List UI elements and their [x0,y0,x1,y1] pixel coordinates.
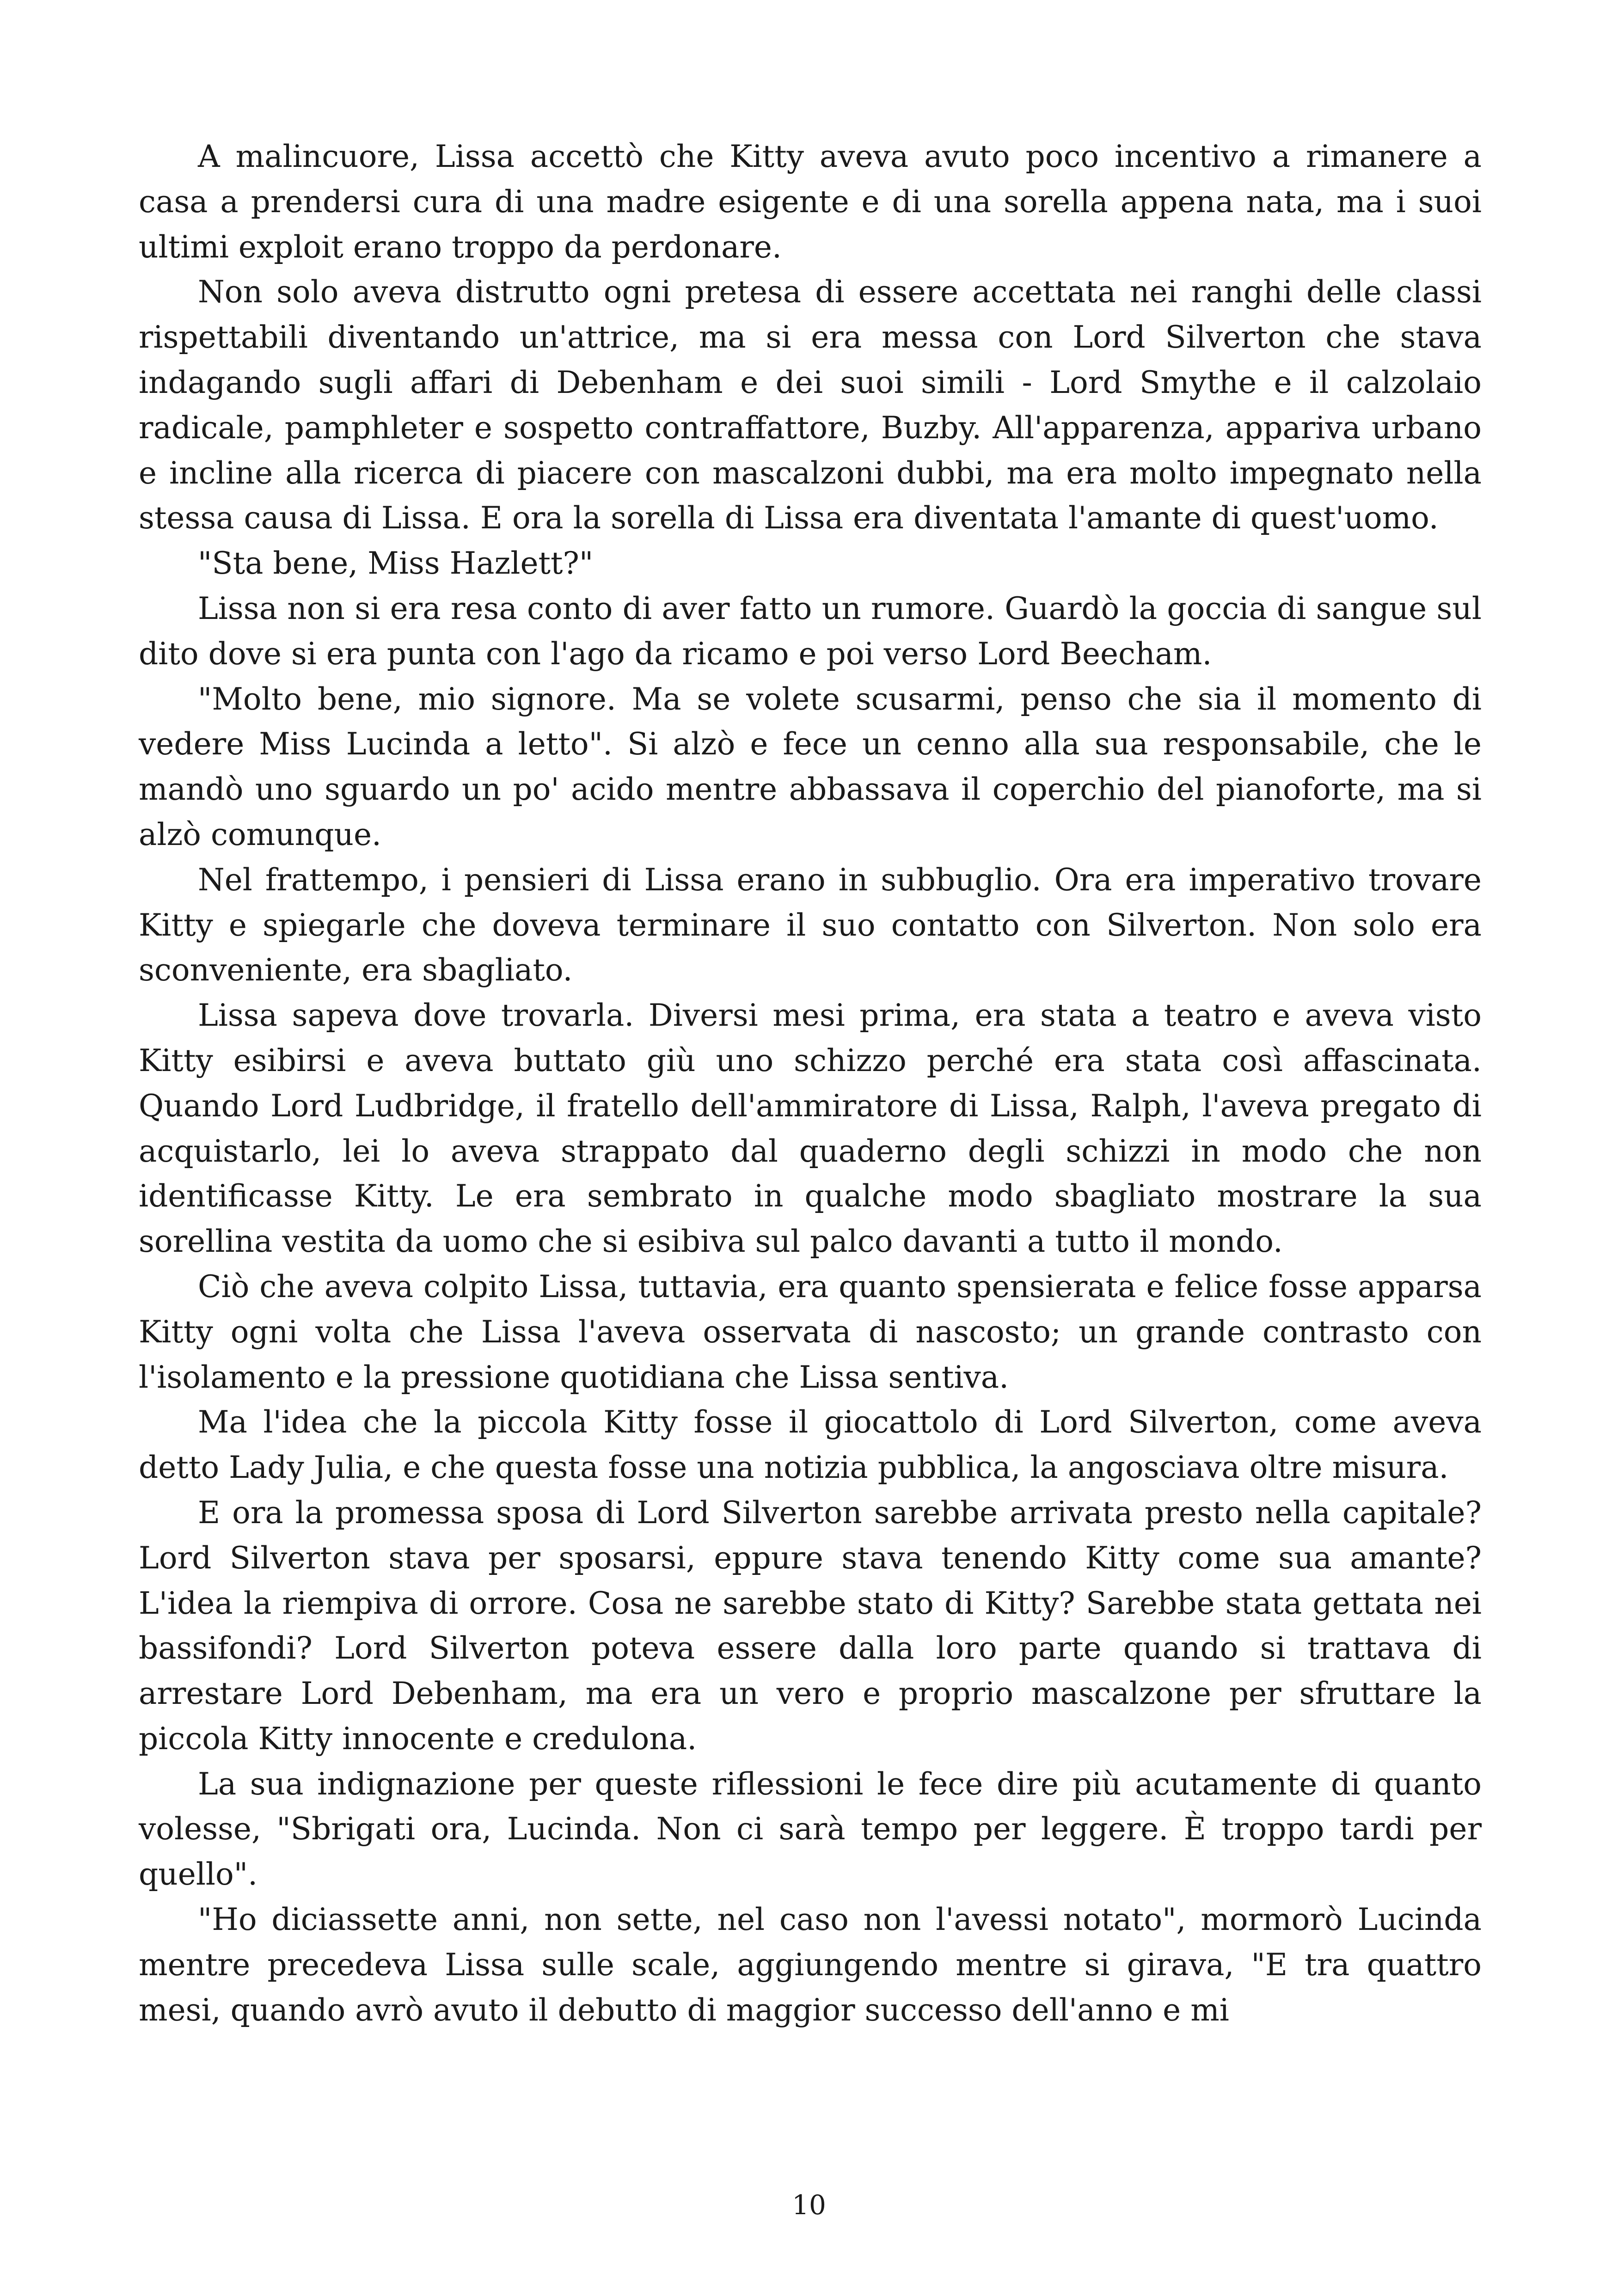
paragraph: Ciò che aveva colpito Lissa, tuttavia, era quanto spensierata e felice fosse apparsa Kitty ogni volta che Lissa l'aveva osservata di nascosto; un grande contrasto con l'isolamento e la pressione quotidiana che Lissa sentiva. [139,1268,1482,1395]
paragraph: E ora la promessa sposa di Lord Silverton sarebbe arrivata presto nella capitale? Lord Silverton stava per sposarsi, eppure stava tenendo Kitty come sua amante? L'idea la riempiva di orrore. Cosa ne sarebbe stato di Kitty? Sarebbe stata gettata nei bassifondi? Lord Silverton poteva essere dalla loro parte quando si trattava di arrestare Lord Debenham, ma era un vero e proprio mascalzone per sfruttare la piccola Kitty innocente e credulona. [139,1494,1482,1757]
paragraph: Non solo aveva distrutto ogni pretesa di essere accettata nei ranghi delle classi rispettabili diventando un'attrice, ma si era messa con Lord Silverton che stava indagando sugli affari di Debenham e dei suoi simili - Lord Smythe e il calzolaio radicale, pamphleter e sospetto contraffattore, Buzby. All'apparenza, appariva urbano e incline alla ricerca di piacere con mascalzoni dubbi, ma era molto impegnato nella stessa causa di Lissa. E ora la sorella di Lissa era diventata l'amante di quest'uomo. [139,274,1482,536]
page-number: 10 [792,2189,826,2221]
paragraph: A malincuore, Lissa accettò che Kitty aveva avuto poco incentivo a rimanere a casa a prendersi cura di una madre esigente e di una sorella appena nata, ma i suoi ultimi exploit erano troppo da perdonare. [139,139,1482,265]
paragraph: "Sta bene, Miss Hazlett?" [198,545,594,582]
paragraph: La sua indignazione per queste riflessioni le fece dire più acutamente di quanto volesse, "Sbrigati ora, Lucinda. Non ci sarà tempo per leggere. È troppo tardi per quello". [139,1766,1482,1892]
paragraph: "Ho diciassette anni, non sette, nel caso non l'avessi notato", mormorò Lucinda mentre precedeva Lissa sulle scale, aggiungendo mentre si girava, "E tra quattro mesi, quando avrò avuto il debutto di maggior successo dell'anno e mi [139,1902,1482,2028]
paragraph: Ma l'idea che la piccola Kitty fosse il giocattolo di Lord Silverton, come aveva detto Lady Julia, e che questa fosse una notizia pubblica, la angosciava oltre misura. [139,1404,1482,1486]
paragraph: Lissa non si era resa conto di aver fatto un rumore. Guardò la goccia di sangue sul dito dove si era punta con l'ago da ricamo e poi verso Lord Beecham. [139,590,1482,672]
body-text [139,134,1482,2033]
paragraph: "Molto bene, mio signore. Ma se volete scusarmi, penso che sia il momento di vedere Miss Lucinda a letto". Si alzò e fece un cenno alla sua responsabile, che le mandò uno sguardo un po' acido mentre abbassava il coperchio del pianoforte, ma si alzò comunque. [139,681,1482,852]
paragraph: Lissa sapeva dove trovarla. Diversi mesi prima, era stata a teatro e aveva visto Kitty esibirsi e aveva buttato giù uno schizzo perché era stata così affascinata. Quando Lord Ludbridge, il fratello dell'ammiratore di Lissa, Ralph, l'aveva pregato di acquistarlo, lei lo aveva strappato dal quaderno degli schizzi in modo che non identificasse Kitty. Le era sembrato in qualche modo sbagliato mostrare la sua sorellina vestita da uomo che si esibiva sul palco davanti a tutto il mondo. [139,998,1482,1260]
paragraph: Nel frattempo, i pensieri di Lissa erano in subbuglio. Ora era imperativo trovare Kitty e spiegarle che doveva terminare il suo contatto con Silverton. Non solo era sconveniente, era sbagliato. [139,862,1482,988]
